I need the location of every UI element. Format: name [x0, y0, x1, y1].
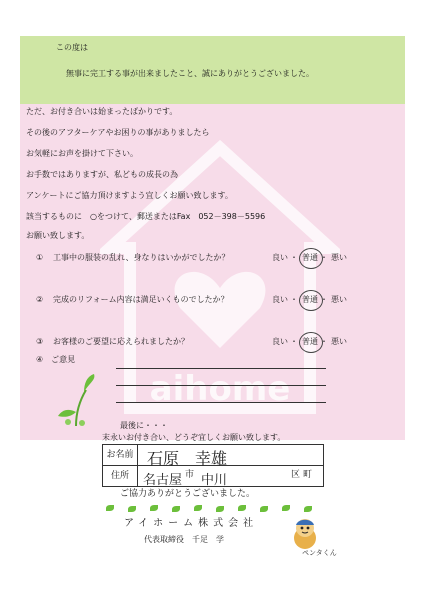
name-value[interactable]: 石原 幸雄 [147, 449, 228, 468]
question-3-number: ③ [36, 337, 44, 346]
mascot-label: ペンタくん [302, 549, 337, 557]
intro-line: ただ、お付き合いは始まったばかりです。 [26, 107, 178, 116]
opinion-line[interactable] [116, 402, 326, 403]
intro-line: 該当するものに ○をつけて、郵送またはFax 052－398－5596 [26, 212, 266, 221]
address-city-suffix: 市 [185, 470, 195, 480]
question-2-text: 完成のリフォーム内容は満足いくものでしたか？ [53, 295, 229, 304]
mascot-icon [290, 516, 320, 550]
q2-option-bad[interactable]: 悪い [331, 295, 347, 304]
q3-separator: ・ [290, 337, 298, 346]
address-label: 住所 [103, 466, 138, 486]
intro-line: その後のアフターケアやお困りの事がありましたら [26, 128, 210, 137]
address-ward-value[interactable]: 中川 [201, 473, 228, 488]
address-row [103, 466, 323, 486]
closing-line-2: 末永いお付き合い、どうぞ宜しくお願い致します。 [102, 433, 286, 442]
q1-option-good[interactable]: 良い [272, 253, 288, 262]
watermark-text: aihome [149, 369, 291, 409]
sprout-icon [56, 372, 96, 428]
header-line-1: この度は [56, 43, 88, 52]
survey-sheet [20, 28, 405, 568]
q2-separator: ・ [290, 295, 298, 304]
address-city-value[interactable]: 名古屋 [143, 473, 183, 488]
customer-info-table [102, 444, 324, 487]
opinion-line[interactable] [116, 385, 326, 386]
intro-line: お気軽にお声を掛けて下さい。 [26, 149, 138, 158]
q3-separator: ・ [320, 337, 328, 346]
closing-line-1: 最後に・・・ [120, 421, 168, 430]
question-2-number: ② [36, 295, 44, 304]
clover-border [106, 505, 326, 513]
q2-selection-circle [299, 290, 323, 311]
company-representative: 代表取締役 千足 学 [144, 535, 224, 544]
name-row [103, 445, 323, 466]
q1-option-ok[interactable]: 普通 [302, 253, 318, 262]
q1-separator: ・ [290, 253, 298, 262]
q3-option-good[interactable]: 良い [272, 337, 288, 346]
name-label: お名前 [103, 445, 138, 465]
q3-option-ok[interactable]: 普通 [302, 337, 318, 346]
q3-selection-circle [299, 332, 323, 353]
header-line-2: 無事に完工する事が出来ましたこと、誠にありがとうございました。 [66, 69, 314, 78]
house-watermark-icon [100, 138, 340, 418]
address-town-suffix: 町 [303, 470, 313, 480]
q1-option-bad[interactable]: 悪い [331, 253, 347, 262]
q3-option-bad[interactable]: 悪い [331, 337, 347, 346]
intro-line: アンケートにご協力頂けますよう宜しくお願い致します。 [26, 191, 233, 200]
opinion-line[interactable] [116, 368, 326, 369]
question-1-text: 工事中の服装の乱れ、身なりはいかがでしたか？ [53, 253, 230, 262]
q2-separator: ・ [320, 295, 328, 304]
company-name: アイホーム株式会社 [124, 518, 259, 529]
thanks-message: ご協力ありがとうございました。 [120, 489, 256, 499]
intro-line: お手数ではありますが、私どもの成長の為 [26, 170, 178, 179]
q1-selection-circle [299, 248, 323, 269]
opinion-label: ④ ご意見 [36, 355, 76, 364]
address-ward-suffix: 区 [291, 470, 301, 480]
question-3-text: お客様のご要望に応えられましたか？ [53, 337, 189, 346]
q1-separator: ・ [320, 253, 328, 262]
q2-option-ok[interactable]: 普通 [302, 295, 318, 304]
question-1-number: ① [36, 253, 44, 262]
q2-option-good[interactable]: 良い [272, 295, 288, 304]
intro-line: お願い致します。 [26, 231, 90, 240]
